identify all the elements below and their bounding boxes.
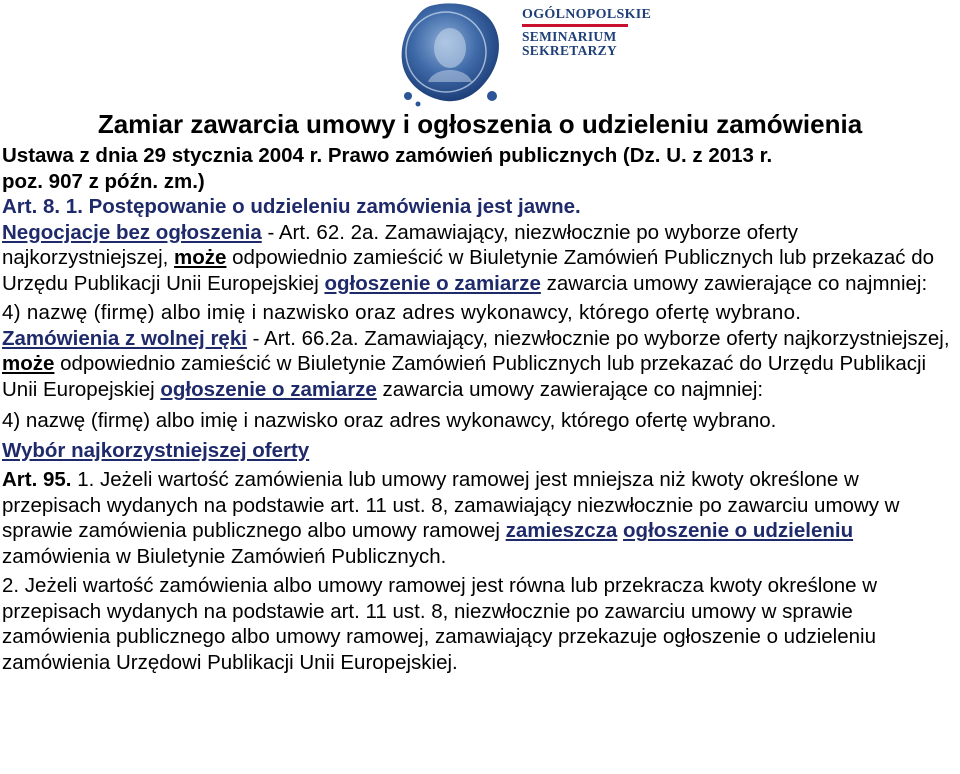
wolna-paragraph bbox=[2, 326, 958, 403]
wolna-ref: - Art. 66.2a. Zamawiający, niezwłocznie po wyborze oferty najkorzystniejszej, bbox=[246, 326, 950, 350]
art-95-paragraph-2: 2. Jeżeli wartość zamówienia albo umowy ramowej jest równa lub przekracza kwoty określone w przepisach wydanych na podstawie art. 11 ust. 8, niezwłocznie po zawarciu umowy w sprawie zamówienia publicznego albo umowy ramowej, zamawiający przekazuje ogłoszenie o udzieleniu zamówienia Urzędowi Publikacji Unii Europejskiej. bbox=[2, 574, 878, 674]
art-95-ogloszenie: ogłoszenie o udzieleniu bbox=[623, 519, 854, 542]
negocjacje-tail: zawarcia umowy zawierające co najmniej: bbox=[540, 271, 928, 295]
art-95-paragraph-1 bbox=[2, 467, 958, 569]
negocjacje-ref: - Art. 62. 2a. Zamawiający, niezwłocznie po wyborze oferty najkorzystniejszej, bbox=[2, 220, 799, 269]
logo-text bbox=[522, 8, 651, 58]
negocjacje-heading: Negocjacje bez ogłoszenia bbox=[2, 220, 262, 244]
slide-body bbox=[2, 143, 958, 675]
art-95-p1-start: 1. Jeżeli wartość zamówienia lub umowy ramowej jest mniejsza niż kwoty określone w przepisach wydanych na podstawie art. 11 ust. 8, zamawiający niezwłocznie po zawarciu umowy w sprawie zamówienia publicznego albo umowy ramowej bbox=[2, 468, 900, 542]
law-line-2: poz. 907 z późn. zm.) bbox=[2, 169, 205, 193]
wolna-point-4: 4) nazwę (firmę) albo imię i nazwisko oraz adres wykonawcy, którego ofertę wybrano. bbox=[2, 409, 777, 432]
negocjacje-moze: może bbox=[174, 246, 227, 269]
logo-line-2: SEMINARIUM bbox=[522, 29, 617, 44]
art-95-p1-end: zamówienia w Biuletynie Zamówień Publicznych. bbox=[2, 544, 447, 568]
logo-line-3: SEKRETARZY bbox=[522, 43, 618, 58]
wolna-ogloszenie: ogłoszenie o zamiarze bbox=[160, 377, 377, 401]
page-title: Zamiar zawarcia umowy i ogłoszenia o udzieleniu zamówienia bbox=[97, 109, 863, 139]
logo-line-1: OGÓLNOPOLSKIE bbox=[522, 7, 652, 22]
negocjacje-mid: odpowiednio zamieścić w Biuletynie Zamówień Publicznych lub przekazać do Urzędu Publikacji Unii Europejskiej bbox=[2, 246, 935, 295]
logo bbox=[380, 0, 660, 108]
negocjacje-point-4: 4) nazwę (firmę) albo imię i nazwisko oraz adres wykonawcy, którego ofertę wybrano. bbox=[2, 301, 802, 324]
logo-divider bbox=[522, 24, 628, 27]
negocjacje-paragraph bbox=[2, 220, 958, 297]
art-8: Art. 8. 1. Postępowanie o udzieleniu zamówienia jest jawne. bbox=[2, 195, 581, 218]
wolna-moze: może bbox=[2, 352, 55, 375]
law-reference bbox=[2, 143, 958, 194]
wolna-tail: zawarcia umowy zawierające co najmniej: bbox=[376, 377, 764, 401]
negocjacje-ogloszenie: ogłoszenie o zamiarze bbox=[324, 271, 541, 295]
law-line-1: Ustawa z dnia 29 stycznia 2004 r. Prawo zamówień publicznych (Dz. U. z 2013 r. bbox=[2, 144, 773, 167]
seal-emblem-icon bbox=[380, 0, 520, 108]
wolna-heading: Zamówienia z wolnej ręki bbox=[2, 326, 247, 350]
art-95-label: Art. 95. bbox=[2, 468, 72, 491]
wybor-heading: Wybór najkorzystniejszej oferty bbox=[2, 438, 310, 462]
wolna-mid: odpowiednio zamieścić w Biuletynie Zamówień Publicznych lub przekazać do Urzędu Publikacji Unii Europejskiej bbox=[2, 352, 927, 401]
art-95-zamieszcza: zamieszcza bbox=[505, 519, 618, 542]
